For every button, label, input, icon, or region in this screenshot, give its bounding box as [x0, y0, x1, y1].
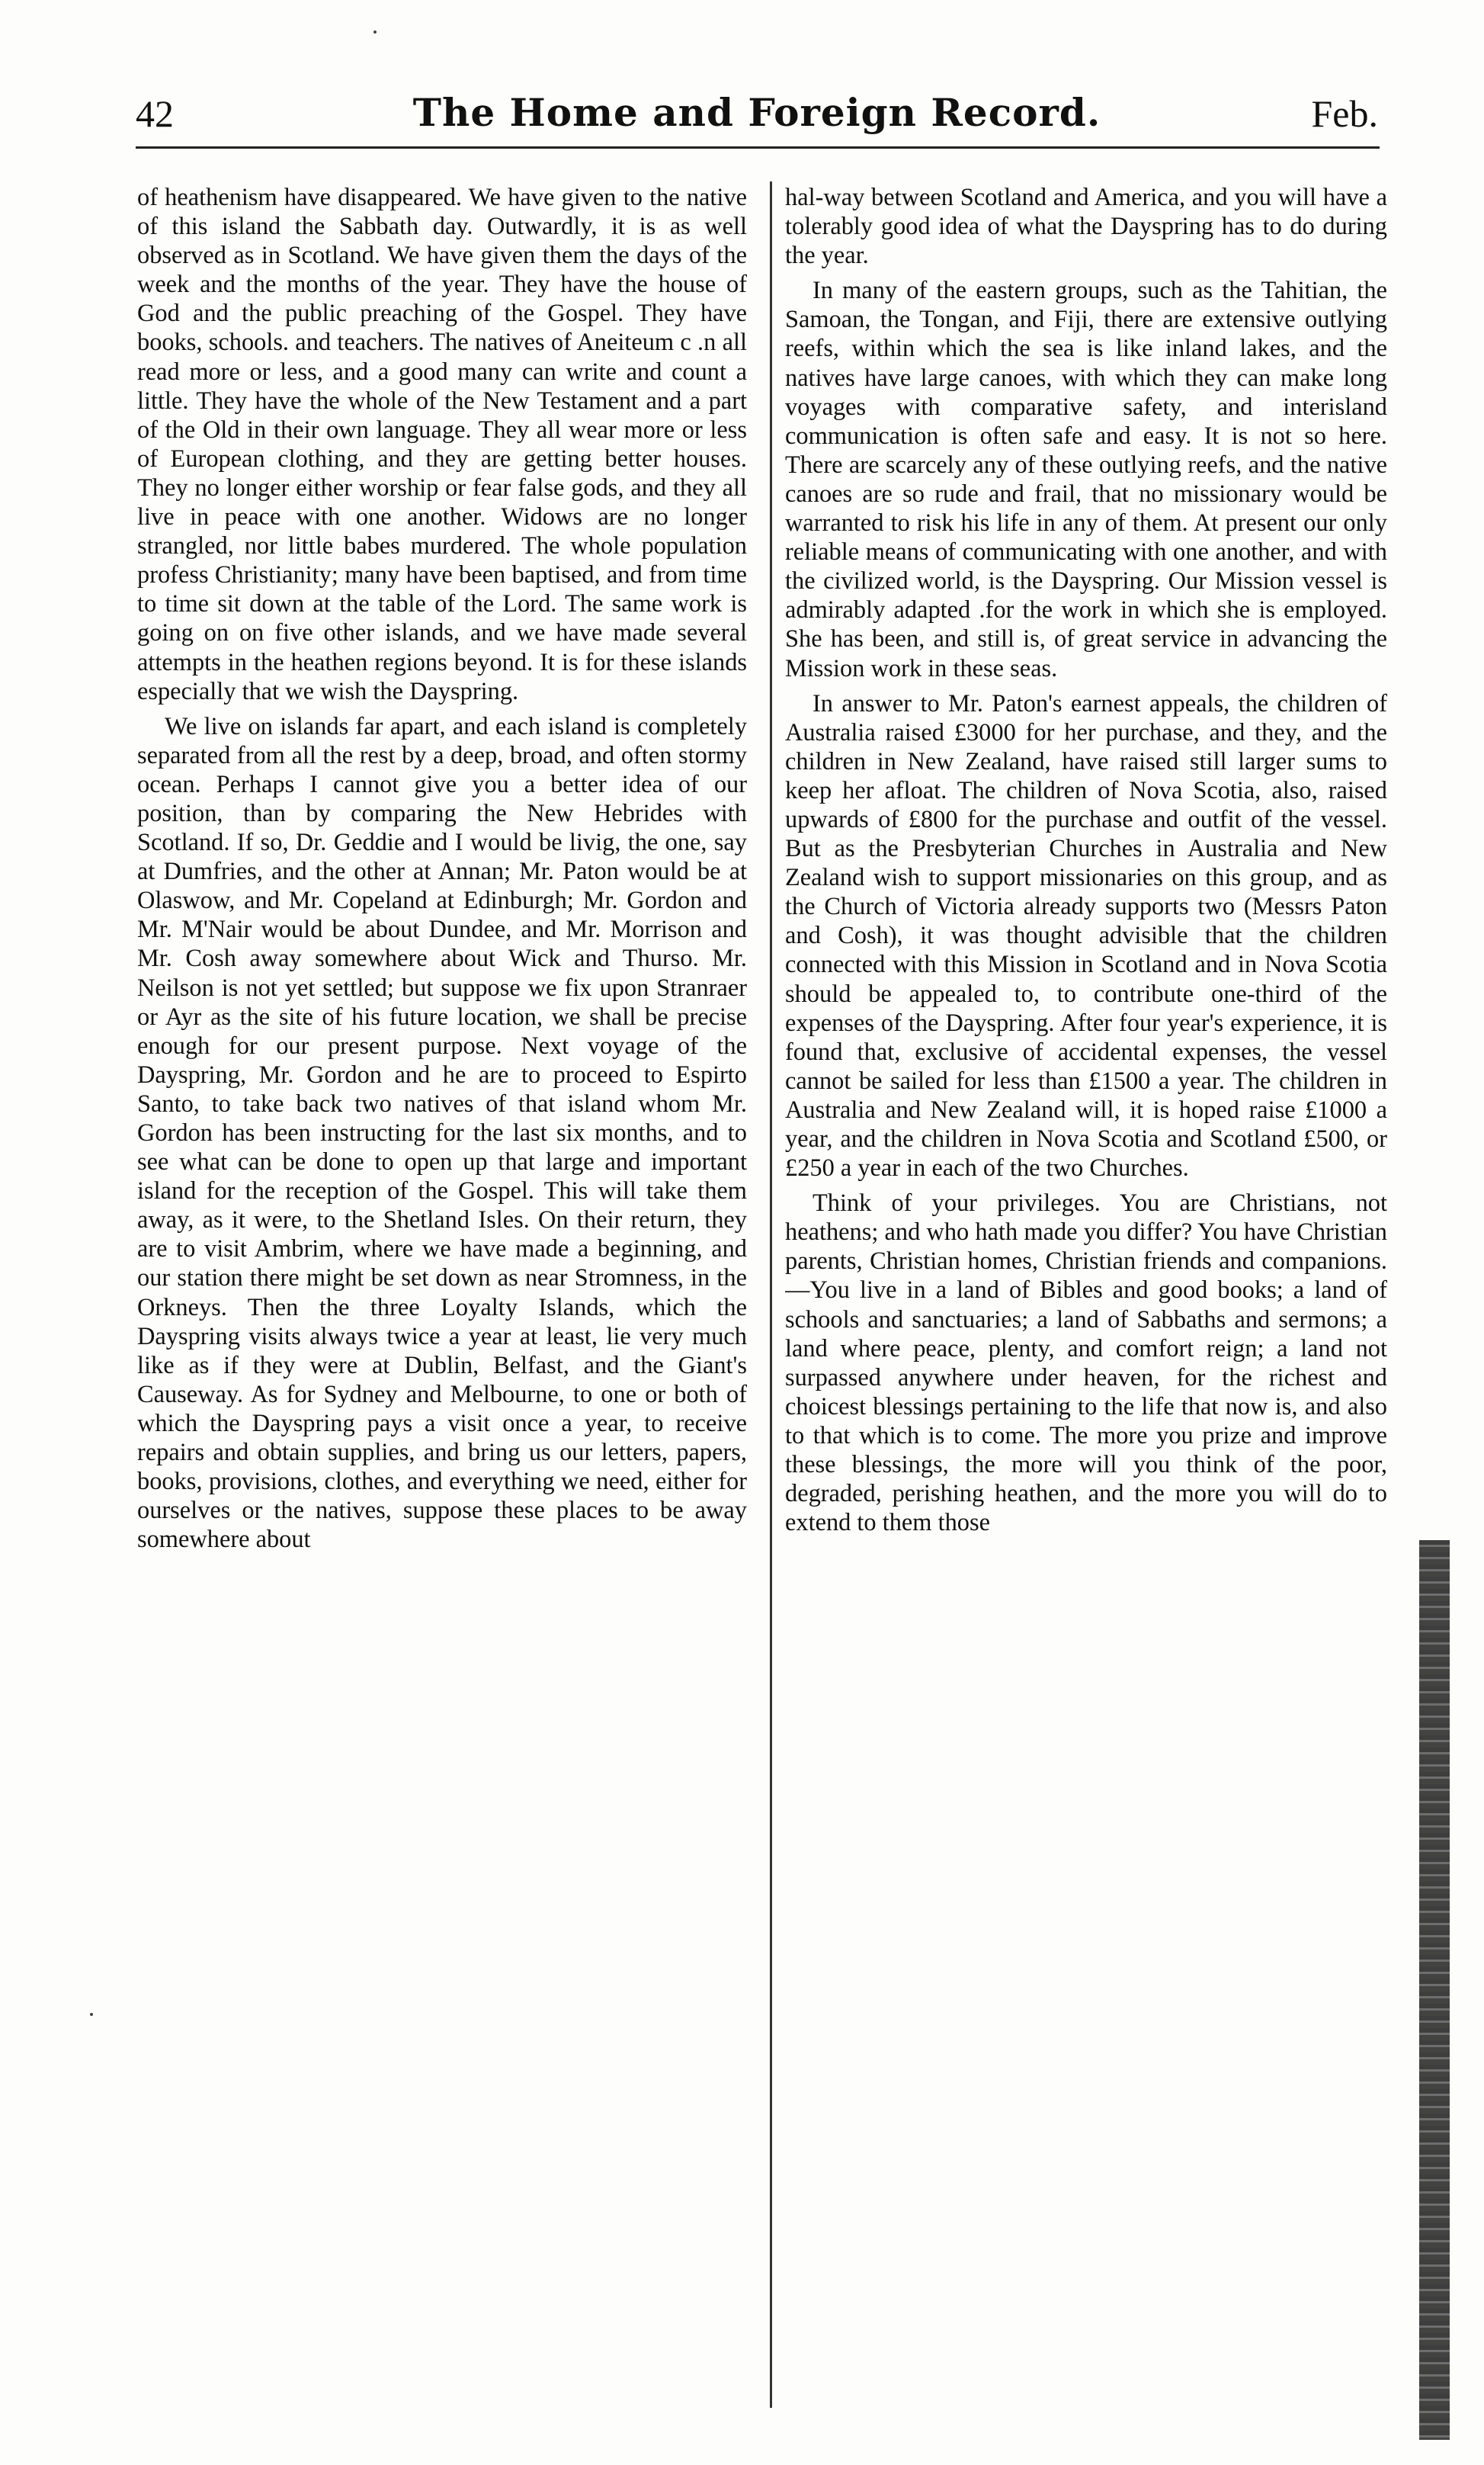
- month-label: Feb.: [1311, 92, 1378, 135]
- right-column: [785, 183, 1387, 2402]
- left-column: [137, 183, 747, 2402]
- paragraph: In many of the eastern groups, such as the Tahitian, the Samoan, the Tongan, and Fiji, there are extensive outlying reefs, within which the sea is like inland lakes, and the natives have large canoes, with which they can make long voyages with comparative safety, and interisland communication is often safe and easy. It is not so here. There are scarcely any of these outlying reefs, and the native canoes are so rude and frail, that no missionary would be warranted to risk his life in any of them. At present our only reliable means of communicating with one another, and with the civilized world, is the Dayspring. Our Mission vessel is admirably adapted .for the work in which she is employed. She has been, and still is, of great service in advancing the Mission work in these seas.: [785, 277, 1387, 682]
- header-rule: [136, 146, 1380, 149]
- paragraph: hal-way between Scotland and America, and you will have a tolerably good idea of what the Dayspring has to do during the year.: [785, 184, 1387, 270]
- scan-edge-shadow: [1419, 1540, 1450, 2440]
- page-header: [136, 90, 1378, 151]
- page-number: 42: [136, 92, 174, 135]
- paragraph: of heathenism have disappeared. We have given to the native of this island the Sabbath day. Outwardly, it is as well observed as in Scotland. We have given them the days of the week and the months of the year. They have the house of God and the public preaching of the Gospel. They have books, schools. and teachers. The natives of Aneiteum c .n all read more or less, and a good many can write and count a little. They have the whole of the New Testament and a part of the Old in their own language. They all wear more or less of European clothing, and they are getting better houses. They no longer either worship or fear false gods, and they all live in peace with one another. Widows are no longer strangled, nor little babes murdered. The whole population profess Christianity; many have been baptised, and from time to time sit down at the table of the Lord. The same work is going on on five other islands, and we have made several attempts in the heathen regions beyond. It is for these islands especially that we wish the Dayspring.: [137, 184, 747, 705]
- scan-speck: [90, 2013, 93, 2016]
- paragraph: Think of your privileges. You are Christians, not heathens; and who hath made you differ? You have Christian parents, Christian homes, Christian friends and companions.—You live in a land of Bibles and good books; a land of schools and sanctuaries; a land of Sabbaths and sermons; a land where peace, plenty, and comfort reign; a land not surpassed anywhere under heaven, for the richest and choicest blessings pertaining to the life that now is, and also to that which is to come. The more you prize and improve these blessings, the more will you think of the poor, degraded, perishing heathen, and the more you will do to extend to them those: [785, 1189, 1387, 1537]
- paragraph: In answer to Mr. Paton's earnest appeals, the children of Australia raised £3000 for her purchase, and they, and the children in New Zealand, have raised still larger sums to keep her afloat. The children of Nova Scotia, also, raised upwards of £800 for the purchase and outfit of the vessel. But as the Presbyterian Churches in Australia and New Zealand wish to support missionaries on this group, and as the Church of Victoria already supports two (Messrs Paton and Cosh), it was thought advisible that the children connected with this Mission in Scotland and in Nova Scotia should be appealed to, to contribute one-third of the expenses of the Dayspring. After four year's experience, it is found that, exclusive of accidental expenses, the vessel cannot be sailed for less than £1500 a year. The children in Australia and New Zealand will, it is hoped raise £1000 a year, and the children in Nova Scotia and Scotland £500, or £250 a year in each of the two Churches.: [785, 689, 1387, 1183]
- paragraph: We live on islands far apart, and each island is completely separated from all the rest by a deep, broad, and often stormy ocean. Perhaps I cannot give you a better idea of our position, than by comparing the New Hebrides with Scotland. If so, Dr. Geddie and I would be livig, the one, say at Dumfries, and the other at Annan; Mr. Paton would be at Olaswow, and Mr. Copeland at Edinburgh; Mr. Gordon and Mr. M'Nair would be about Dundee, and Mr. Morrison and Mr. Cosh away somewhere about Wick and Thurso. Mr. Neilson is not yet settled; but suppose we fix upon Stranraer or Ayr as the site of his future location, we shall be precise enough for our present purpose. Next voyage of the Dayspring, Mr. Gordon and he are to proceed to Espirto Santo, to take back two natives of that island whom Mr. Gordon has been instructing for the last six months, and to see what can be done to open up that large and important island for the reception of the Gospel. This will take them away, as it were, to the Shetland Isles. On their return, they are to visit Ambrim, where we have made a beginning, and our station there might be set down as near Stromness, in the Orkneys. Then the three Loyalty Islands, which the Dayspring visits always twice a year at least, lie very much like as if they were at Dublin, Belfast, and the Giant's Causeway. As for Sydney and Melbourne, to one or both of which the Dayspring pays a visit once a year, to receive repairs and obtain supplies, and bring us our letters, papers, books, provisions, clothes, and everything we need, either for ourselves or the natives, suppose these places to be away somewhere about: [137, 712, 747, 1554]
- scan-speck: [373, 30, 377, 34]
- running-title: The Home and Foreign Record.: [412, 90, 1101, 135]
- column-divider: [770, 181, 772, 2408]
